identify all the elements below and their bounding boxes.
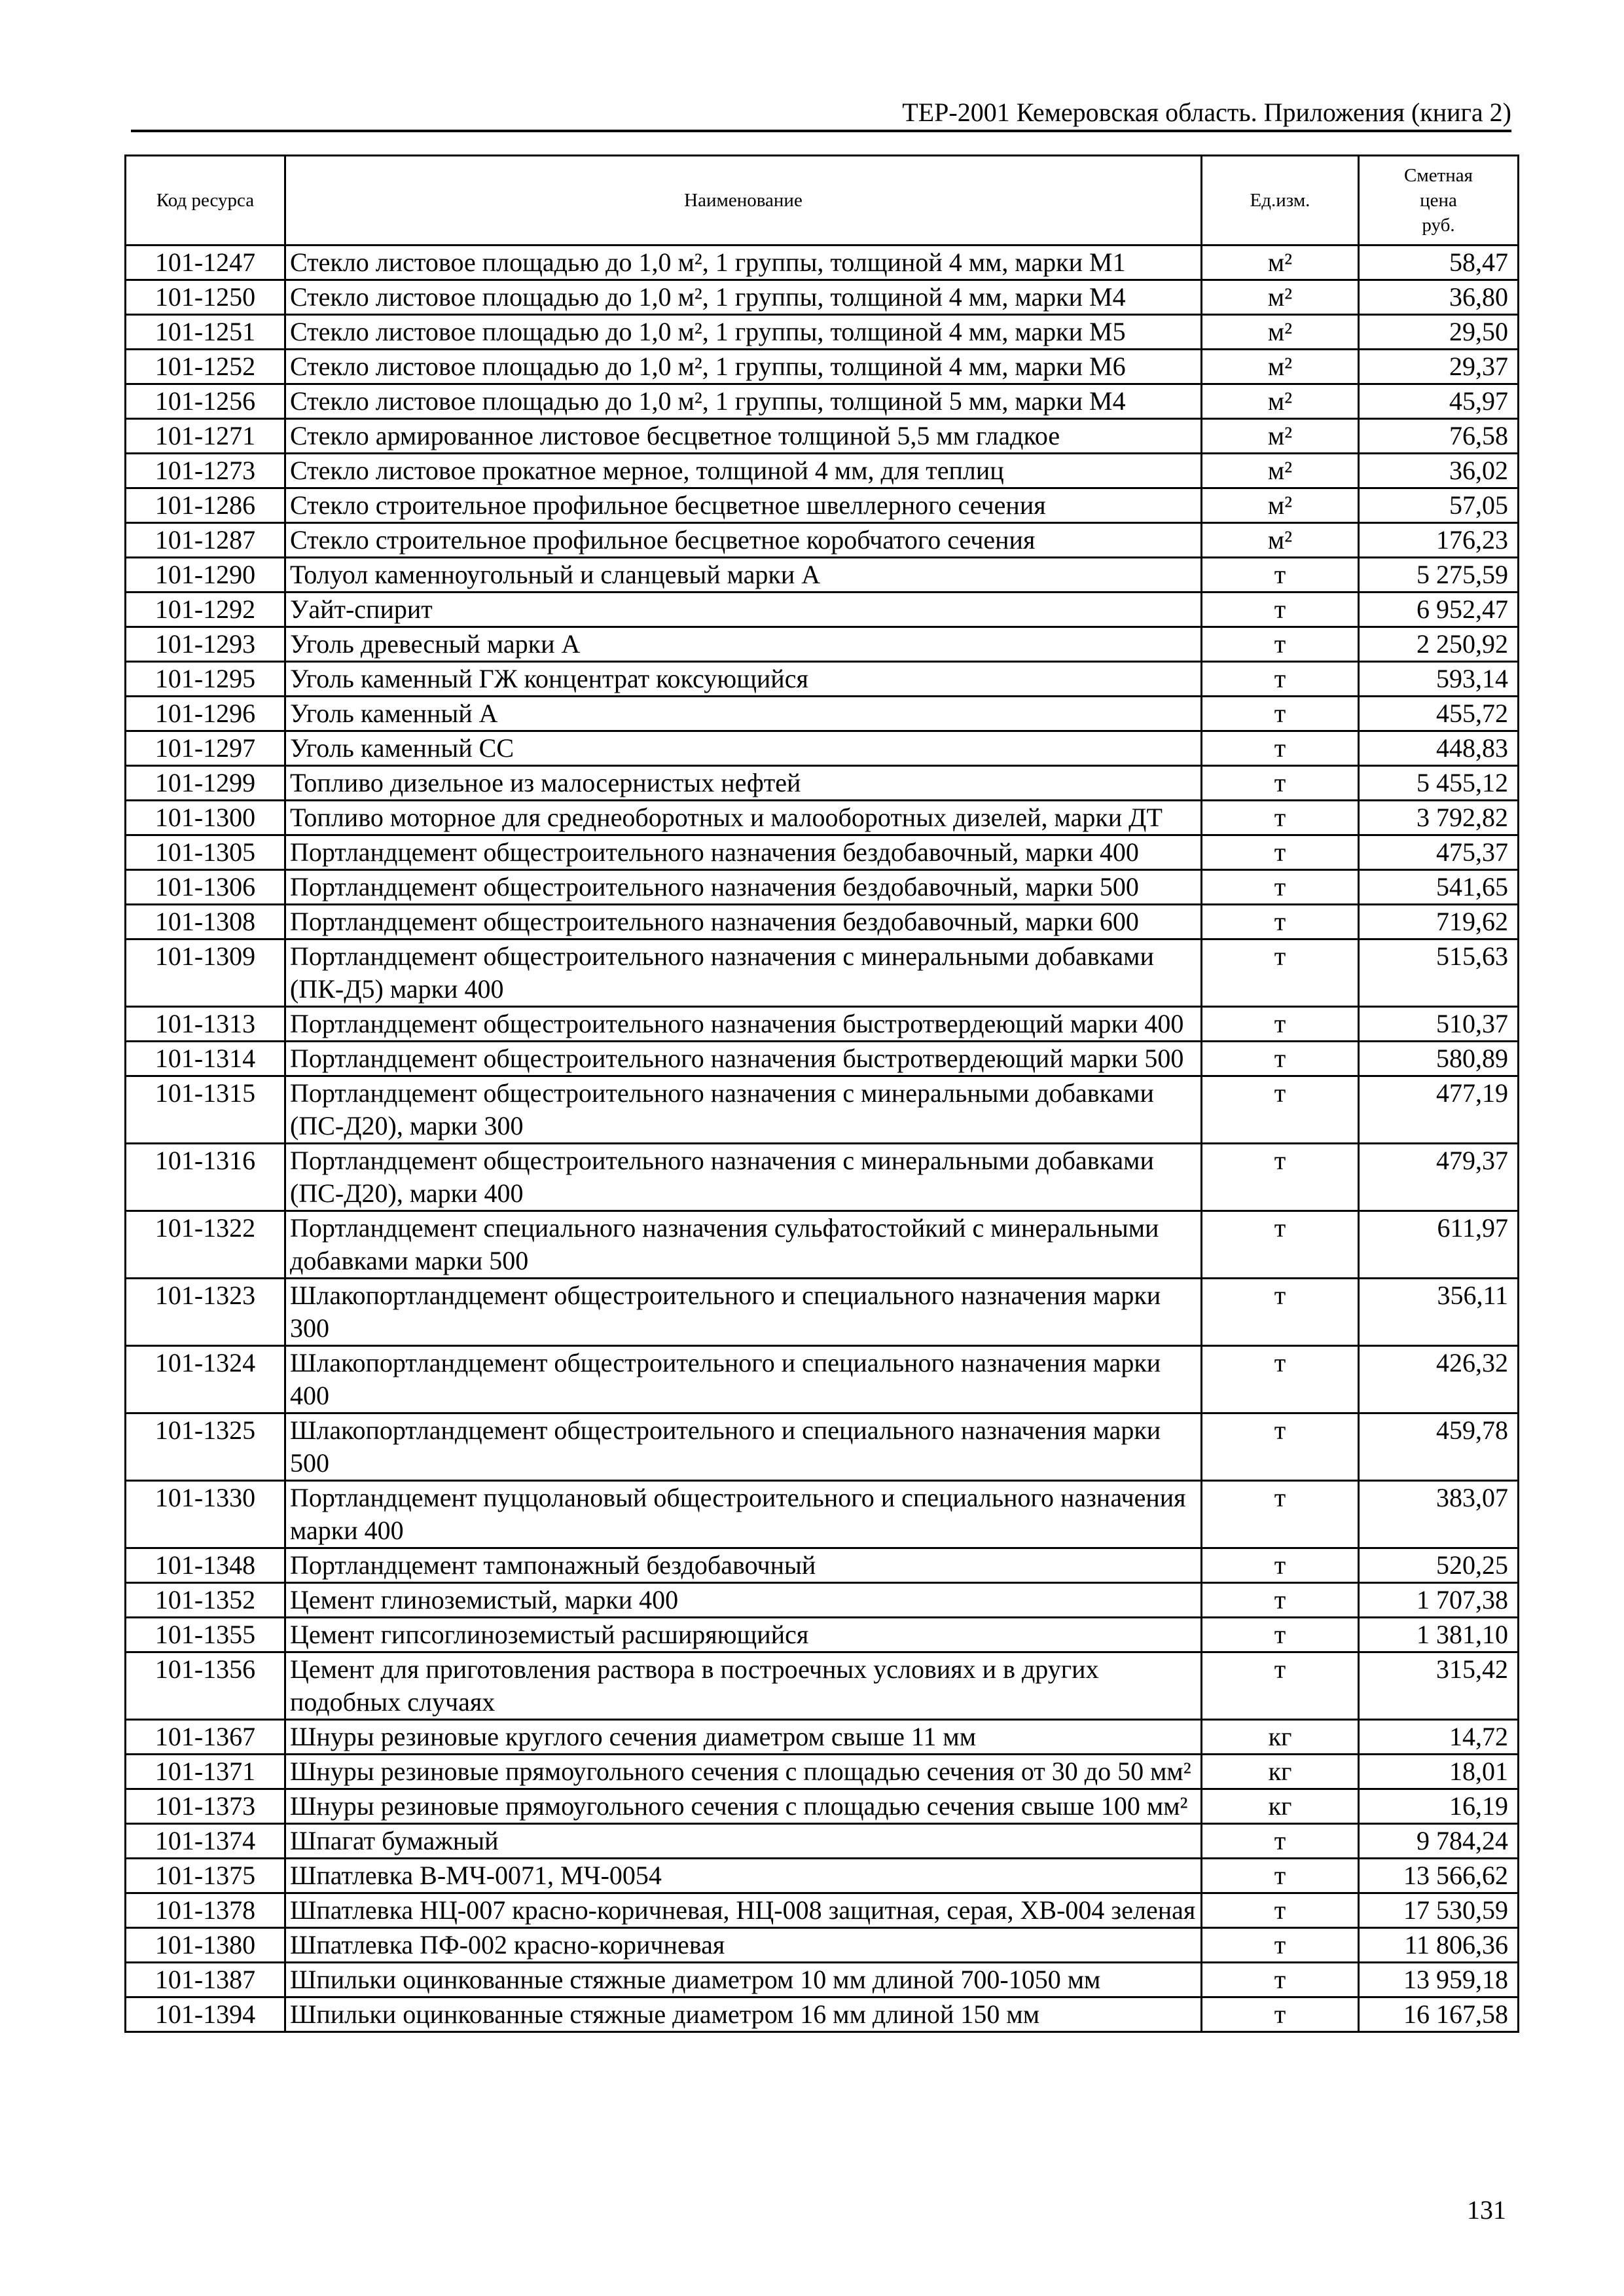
resource-name-cell: Цемент гипсоглиноземистый расширяющийся	[285, 1618, 1202, 1652]
resource-name-cell: Портландцемент общестроительного назначения бездобавочный, марки 400	[285, 835, 1202, 870]
table-row	[126, 939, 1519, 1007]
resource-code-cell: 101-1375	[126, 1859, 285, 1893]
unit-cell: м²	[1202, 246, 1359, 280]
price-cell: 5 275,59	[1359, 558, 1519, 592]
resource-name-cell: Портландцемент пуццолановый общестроительного и специального назначения марки 400	[285, 1481, 1202, 1548]
resource-code-cell: 101-1250	[126, 280, 285, 315]
table-row	[126, 350, 1519, 384]
resource-name-cell: Портландцемент специального назначения сульфатостойкий с минеральными добавками марки 500	[285, 1211, 1202, 1279]
table-row	[126, 1755, 1519, 1789]
resource-name-cell: Стекло листовое площадью до 1,0 м², 1 группы, толщиной 4 мм, марки М6	[285, 350, 1202, 384]
table-row	[126, 662, 1519, 697]
table-row	[126, 1076, 1519, 1144]
unit-cell: кг	[1202, 1755, 1359, 1789]
price-cell: 16 167,58	[1359, 1997, 1519, 2032]
resource-code-cell: 101-1348	[126, 1548, 285, 1583]
unit-cell: т	[1202, 1346, 1359, 1413]
resource-code-cell: 101-1378	[126, 1893, 285, 1928]
unit-cell: т	[1202, 905, 1359, 939]
resource-name-cell: Уголь каменный СС	[285, 731, 1202, 766]
resource-name-cell: Шнуры резиновые круглого сечения диаметром свыше 11 мм	[285, 1720, 1202, 1755]
table-row	[126, 1583, 1519, 1618]
unit-cell: т	[1202, 1583, 1359, 1618]
unit-cell: т	[1202, 1413, 1359, 1481]
resource-name-cell: Топливо дизельное из малосернистых нефтей	[285, 766, 1202, 801]
resource-code-cell: 101-1356	[126, 1652, 285, 1720]
resource-name-cell: Уайт-спирит	[285, 592, 1202, 627]
price-cell: 383,07	[1359, 1481, 1519, 1548]
table-row	[126, 384, 1519, 419]
unit-cell: м²	[1202, 419, 1359, 454]
resource-code-cell: 101-1322	[126, 1211, 285, 1279]
unit-cell: м²	[1202, 488, 1359, 523]
resource-code-cell: 101-1295	[126, 662, 285, 697]
table-row	[126, 1279, 1519, 1346]
price-cell: 11 806,36	[1359, 1928, 1519, 1963]
price-cell: 57,05	[1359, 488, 1519, 523]
resource-name-cell: Портландцемент общестроительного назначения бездобавочный, марки 600	[285, 905, 1202, 939]
resource-code-cell: 101-1299	[126, 766, 285, 801]
table-row	[126, 1618, 1519, 1652]
resource-name-cell: Стекло армированное листовое бесцветное толщиной 5,5 мм гладкое	[285, 419, 1202, 454]
table-row	[126, 419, 1519, 454]
resource-name-cell: Шпильки оцинкованные стяжные диаметром 16 мм длиной 150 мм	[285, 1997, 1202, 2032]
unit-cell: т	[1202, 558, 1359, 592]
resource-name-cell: Цемент глиноземистый, марки 400	[285, 1583, 1202, 1618]
resource-code-cell: 101-1297	[126, 731, 285, 766]
resource-name-cell: Шлакопортландцемент общестроительного и специального назначения марки 300	[285, 1279, 1202, 1346]
price-cell: 426,32	[1359, 1346, 1519, 1413]
table-header	[126, 156, 1519, 246]
resource-code-cell: 101-1314	[126, 1042, 285, 1076]
resource-name-cell: Портландцемент общестроительного назначения быстротвердеющий марки 400	[285, 1007, 1202, 1042]
table-row	[126, 1997, 1519, 2032]
resource-name-cell: Шпатлевка В-МЧ-0071, МЧ-0054	[285, 1859, 1202, 1893]
price-cell: 593,14	[1359, 662, 1519, 697]
unit-cell: т	[1202, 801, 1359, 835]
resource-code-cell: 101-1305	[126, 835, 285, 870]
price-cell: 29,50	[1359, 315, 1519, 350]
resource-name-cell: Стекло листовое площадью до 1,0 м², 1 группы, толщиной 5 мм, марки М4	[285, 384, 1202, 419]
table-row	[126, 1893, 1519, 1928]
unit-cell: м²	[1202, 350, 1359, 384]
table-row	[126, 1144, 1519, 1211]
unit-cell: т	[1202, 870, 1359, 905]
table-row	[126, 835, 1519, 870]
table-row	[126, 1824, 1519, 1859]
resource-name-cell: Портландцемент тампонажный бездобавочный	[285, 1548, 1202, 1583]
unit-cell: т	[1202, 1652, 1359, 1720]
resource-code-cell: 101-1323	[126, 1279, 285, 1346]
unit-cell: т	[1202, 1481, 1359, 1548]
price-cell: 36,80	[1359, 280, 1519, 315]
price-cell: 16,19	[1359, 1789, 1519, 1824]
table-row	[126, 1548, 1519, 1583]
unit-cell: т	[1202, 1618, 1359, 1652]
resource-code-cell: 101-1373	[126, 1789, 285, 1824]
table-row	[126, 1413, 1519, 1481]
table-row	[126, 280, 1519, 315]
resource-code-cell: 101-1247	[126, 246, 285, 280]
resource-name-cell: Стекло листовое площадью до 1,0 м², 1 группы, толщиной 4 мм, марки М1	[285, 246, 1202, 280]
unit-cell: т	[1202, 731, 1359, 766]
table-row	[126, 246, 1519, 280]
unit-cell: т	[1202, 627, 1359, 662]
price-cell: 515,63	[1359, 939, 1519, 1007]
resource-code-cell: 101-1300	[126, 801, 285, 835]
unit-cell: т	[1202, 1824, 1359, 1859]
table-row	[126, 1211, 1519, 1279]
price-cell: 1 707,38	[1359, 1583, 1519, 1618]
unit-cell: кг	[1202, 1789, 1359, 1824]
price-cell: 29,37	[1359, 350, 1519, 384]
price-cell: 5 455,12	[1359, 766, 1519, 801]
unit-cell: т	[1202, 1144, 1359, 1211]
resource-code-cell: 101-1256	[126, 384, 285, 419]
resource-name-cell: Шнуры резиновые прямоугольного сечения с площадью сечения от 30 до 50 мм²	[285, 1755, 1202, 1789]
resource-code-cell: 101-1251	[126, 315, 285, 350]
price-cell: 13 566,62	[1359, 1859, 1519, 1893]
resource-code-cell: 101-1292	[126, 592, 285, 627]
table-row	[126, 1007, 1519, 1042]
resource-name-cell: Шлакопортландцемент общестроительного и специального назначения марки 500	[285, 1413, 1202, 1481]
unit-cell: т	[1202, 697, 1359, 731]
resource-name-cell: Шпатлевка НЦ-007 красно-коричневая, НЦ-008 защитная, серая, ХВ-004 зеленая	[285, 1893, 1202, 1928]
resource-name-cell: Шнуры резиновые прямоугольного сечения с площадью сечения свыше 100 мм²	[285, 1789, 1202, 1824]
table-row	[126, 1652, 1519, 1720]
price-cell: 580,89	[1359, 1042, 1519, 1076]
unit-cell: м²	[1202, 315, 1359, 350]
resource-name-cell: Уголь древесный марки А	[285, 627, 1202, 662]
price-cell: 541,65	[1359, 870, 1519, 905]
resource-name-cell: Портландцемент общестроительного назначения бездобавочный, марки 500	[285, 870, 1202, 905]
resource-name-cell: Портландцемент общестроительного назначения с минеральными добавками (ПС-Д20), марки 300	[285, 1076, 1202, 1144]
page-number: 131	[1467, 2195, 1506, 2225]
price-cell: 719,62	[1359, 905, 1519, 939]
unit-cell: т	[1202, 1893, 1359, 1928]
price-cell: 3 792,82	[1359, 801, 1519, 835]
resource-code-cell: 101-1374	[126, 1824, 285, 1859]
resource-code-cell: 101-1352	[126, 1583, 285, 1618]
price-table	[124, 155, 1519, 2033]
table-row	[126, 1928, 1519, 1963]
resource-code-cell: 101-1330	[126, 1481, 285, 1548]
resource-name-cell: Стекло листовое площадью до 1,0 м², 1 группы, толщиной 4 мм, марки М4	[285, 280, 1202, 315]
price-cell: 448,83	[1359, 731, 1519, 766]
unit-cell: т	[1202, 1042, 1359, 1076]
resource-code-cell: 101-1287	[126, 523, 285, 558]
resource-code-cell: 101-1306	[126, 870, 285, 905]
price-cell: 36,02	[1359, 454, 1519, 488]
resource-code-cell: 101-1308	[126, 905, 285, 939]
unit-cell: т	[1202, 662, 1359, 697]
resource-code-cell: 101-1371	[126, 1755, 285, 1789]
price-cell: 1 381,10	[1359, 1618, 1519, 1652]
resource-name-cell: Шпатлевка ПФ-002 красно-коричневая	[285, 1928, 1202, 1963]
resource-name-cell: Стекло листовое прокатное мерное, толщиной 4 мм, для теплиц	[285, 454, 1202, 488]
table-row	[126, 488, 1519, 523]
price-cell: 9 784,24	[1359, 1824, 1519, 1859]
price-cell: 6 952,47	[1359, 592, 1519, 627]
resource-code-cell: 101-1296	[126, 697, 285, 731]
table-row	[126, 558, 1519, 592]
resource-code-cell: 101-1309	[126, 939, 285, 1007]
price-cell: 45,97	[1359, 384, 1519, 419]
unit-cell: т	[1202, 766, 1359, 801]
unit-cell: т	[1202, 1076, 1359, 1144]
resource-name-cell: Стекло листовое площадью до 1,0 м², 1 группы, толщиной 4 мм, марки М5	[285, 315, 1202, 350]
price-cell: 475,37	[1359, 835, 1519, 870]
table-row	[126, 731, 1519, 766]
unit-cell: т	[1202, 1928, 1359, 1963]
price-cell: 18,01	[1359, 1755, 1519, 1789]
price-cell: 58,47	[1359, 246, 1519, 280]
page-header: ТЕР-2001 Кемеровская область. Приложения (книга 2)	[131, 96, 1511, 132]
table-row	[126, 697, 1519, 731]
resource-code-cell: 101-1387	[126, 1963, 285, 1997]
price-cell: 17 530,59	[1359, 1893, 1519, 1928]
resource-code-cell: 101-1286	[126, 488, 285, 523]
table-row	[126, 523, 1519, 558]
price-cell: 13 959,18	[1359, 1963, 1519, 1997]
resource-name-cell: Шлакопортландцемент общестроительного и специального назначения марки 400	[285, 1346, 1202, 1413]
price-cell: 520,25	[1359, 1548, 1519, 1583]
unit-cell: м²	[1202, 454, 1359, 488]
price-cell: 611,97	[1359, 1211, 1519, 1279]
table-row	[126, 1720, 1519, 1755]
price-cell: 14,72	[1359, 1720, 1519, 1755]
resource-name-cell: Шпагат бумажный	[285, 1824, 1202, 1859]
table-row	[126, 315, 1519, 350]
resource-code-cell: 101-1367	[126, 1720, 285, 1755]
resource-code-cell: 101-1273	[126, 454, 285, 488]
price-cell: 356,11	[1359, 1279, 1519, 1346]
unit-cell: т	[1202, 592, 1359, 627]
column-header-unit: Ед.изм.	[1202, 156, 1359, 246]
unit-cell: т	[1202, 1007, 1359, 1042]
unit-cell: т	[1202, 835, 1359, 870]
unit-cell: т	[1202, 1211, 1359, 1279]
resource-code-cell: 101-1355	[126, 1618, 285, 1652]
unit-cell: т	[1202, 939, 1359, 1007]
table-row	[126, 592, 1519, 627]
resource-code-cell: 101-1316	[126, 1144, 285, 1211]
resource-name-cell: Стекло строительное профильное бесцветное швеллерного сечения	[285, 488, 1202, 523]
price-cell: 2 250,92	[1359, 627, 1519, 662]
unit-cell: кг	[1202, 1720, 1359, 1755]
price-cell: 176,23	[1359, 523, 1519, 558]
table-row	[126, 1789, 1519, 1824]
column-header-price: Сметная цена руб.	[1359, 156, 1519, 246]
table-body	[126, 246, 1519, 2032]
price-cell: 510,37	[1359, 1007, 1519, 1042]
resource-code-cell: 101-1271	[126, 419, 285, 454]
resource-name-cell: Толуол каменноугольный и сланцевый марки А	[285, 558, 1202, 592]
price-cell: 479,37	[1359, 1144, 1519, 1211]
resource-name-cell: Топливо моторное для среднеоборотных и малооборотных дизелей, марки ДТ	[285, 801, 1202, 835]
table-row	[126, 766, 1519, 801]
resource-name-cell: Цемент для приготовления раствора в построечных условиях и в других подобных случаях	[285, 1652, 1202, 1720]
resource-code-cell: 101-1394	[126, 1997, 285, 2032]
price-cell: 455,72	[1359, 697, 1519, 731]
table-row	[126, 454, 1519, 488]
resource-name-cell: Стекло строительное профильное бесцветное коробчатого сечения	[285, 523, 1202, 558]
table-row	[126, 1346, 1519, 1413]
table-row	[126, 1042, 1519, 1076]
unit-cell: м²	[1202, 280, 1359, 315]
resource-code-cell: 101-1324	[126, 1346, 285, 1413]
price-cell: 459,78	[1359, 1413, 1519, 1481]
table-row	[126, 801, 1519, 835]
table-row	[126, 1859, 1519, 1893]
unit-cell: т	[1202, 1548, 1359, 1583]
table-row	[126, 870, 1519, 905]
resource-name-cell: Портландцемент общестроительного назначения с минеральными добавками (ПК-Д5) марки 400	[285, 939, 1202, 1007]
resource-name-cell: Шпильки оцинкованные стяжные диаметром 10 мм длиной 700-1050 мм	[285, 1963, 1202, 1997]
table-row	[126, 1963, 1519, 1997]
unit-cell: т	[1202, 1997, 1359, 2032]
price-cell: 76,58	[1359, 419, 1519, 454]
resource-code-cell: 101-1325	[126, 1413, 285, 1481]
resource-code-cell: 101-1293	[126, 627, 285, 662]
resource-code-cell: 101-1252	[126, 350, 285, 384]
table-row	[126, 627, 1519, 662]
resource-name-cell: Уголь каменный ГЖ концентрат коксующийся	[285, 662, 1202, 697]
resource-name-cell: Портландцемент общестроительного назначения с минеральными добавками (ПС-Д20), марки 400	[285, 1144, 1202, 1211]
resource-code-cell: 101-1290	[126, 558, 285, 592]
resource-code-cell: 101-1313	[126, 1007, 285, 1042]
unit-cell: т	[1202, 1859, 1359, 1893]
resource-code-cell: 101-1315	[126, 1076, 285, 1144]
resource-name-cell: Уголь каменный А	[285, 697, 1202, 731]
price-table-container	[124, 155, 1517, 2033]
unit-cell: т	[1202, 1279, 1359, 1346]
price-cell: 315,42	[1359, 1652, 1519, 1720]
column-header-name: Наименование	[285, 156, 1202, 246]
table-row	[126, 905, 1519, 939]
resource-code-cell: 101-1380	[126, 1928, 285, 1963]
price-cell: 477,19	[1359, 1076, 1519, 1144]
resource-name-cell: Портландцемент общестроительного назначения быстротвердеющий марки 500	[285, 1042, 1202, 1076]
unit-cell: м²	[1202, 384, 1359, 419]
unit-cell: т	[1202, 1963, 1359, 1997]
unit-cell: м²	[1202, 523, 1359, 558]
column-header-code: Код ресурса	[126, 156, 285, 246]
table-row	[126, 1481, 1519, 1548]
